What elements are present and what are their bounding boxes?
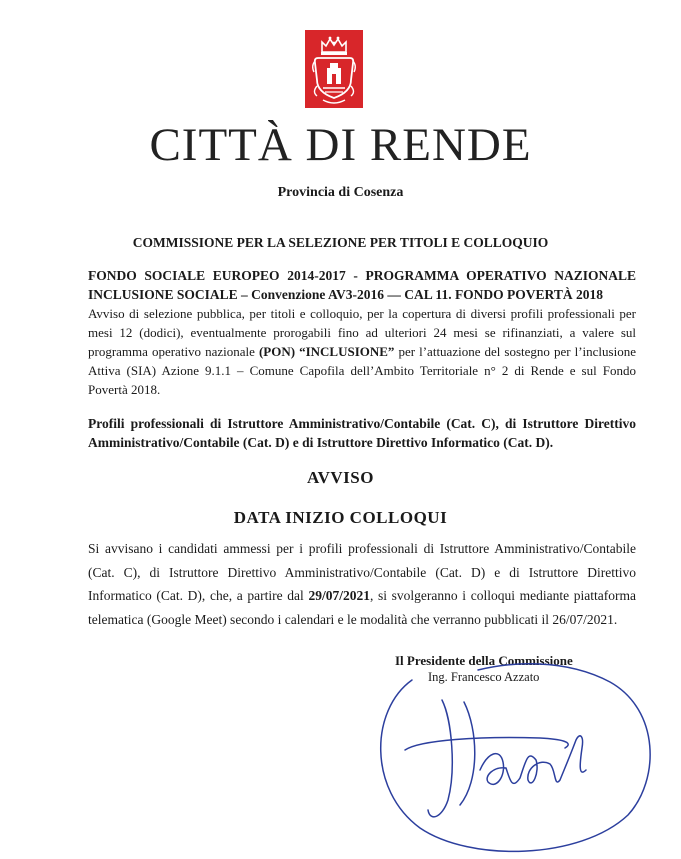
city-name: CITTÀ DI RENDE [149,119,532,171]
commission-heading: COMMISSIONE PER LA SELEZIONE PER TITOLI E COLLOQUIO [132,235,549,250]
coat-of-arms-icon [305,30,363,108]
body-text-2: , si svolgeranno i colloqui mediante piattaforma telematica (Google Meet) secondo i calendari e le modalità che verranno pubblicati il 26/07/2021. [88,588,636,627]
professional-profiles: Profili professionali di Istruttore Amministrativo/Contabile (Cat. C), di Istruttore Direttivo Amministrativo/Contabile (Cat. D) e di Istruttore Direttivo Informatico (Cat. D). [88,416,636,450]
province-name: Provincia di Cosenza [277,185,404,200]
signature-icon [360,640,681,859]
lead-pon-bold: (PON) “INCLUSIONE” [258,344,395,359]
fund-line-1: FONDO SOCIALE EUROPEO 2014-2017 - PROGRAMMA OPERATIVO NAZIONALE [88,268,636,283]
fund-line-2: INCLUSIONE SOCIALE – Convenzione AV3-2016 — CAL 11. FONDO POVERTÀ 2018 [88,287,603,302]
notice-title: AVVISO [307,468,374,487]
lead-text-1: Avviso di selezione pubblica, per titoli e colloquio, per la copertura di diversi profili professionali per mesi 12 (dodici), eventualmente prorogabili fino ad ulteriori 24 mesi se rifinanziati, a valere sul programma operativo nazionale [88,306,636,359]
lead-text-2: per l’attuazione del sostegno per l’inclusione Attiva (SIA) Azione 9.1.1 – Comune Capofila dell’Ambito Territoriale n° 2 di Rende e sul Fondo Povertà 2018. [88,344,636,397]
start-date: 29/07/2021 [308,588,370,603]
interview-start-title: DATA INIZIO COLLOQUI [233,508,448,527]
signatory-name: Ing. Francesco Azzato [428,670,540,684]
signatory-title: Il Presidente della Commissione [395,653,573,668]
body-text-1: Si avvisano i candidati ammessi per i profili professionali di Istruttore Amministrativo/Contabile (Cat. C), di Istruttore Direttivo Amministrativo/Contabile (Cat. D) e di Istruttore Direttivo Informatico (Cat. D), che, a partire dal [88,541,636,603]
notice-body [88,537,636,631]
fund-heading [88,266,636,304]
selection-notice-paragraph [88,304,636,399]
